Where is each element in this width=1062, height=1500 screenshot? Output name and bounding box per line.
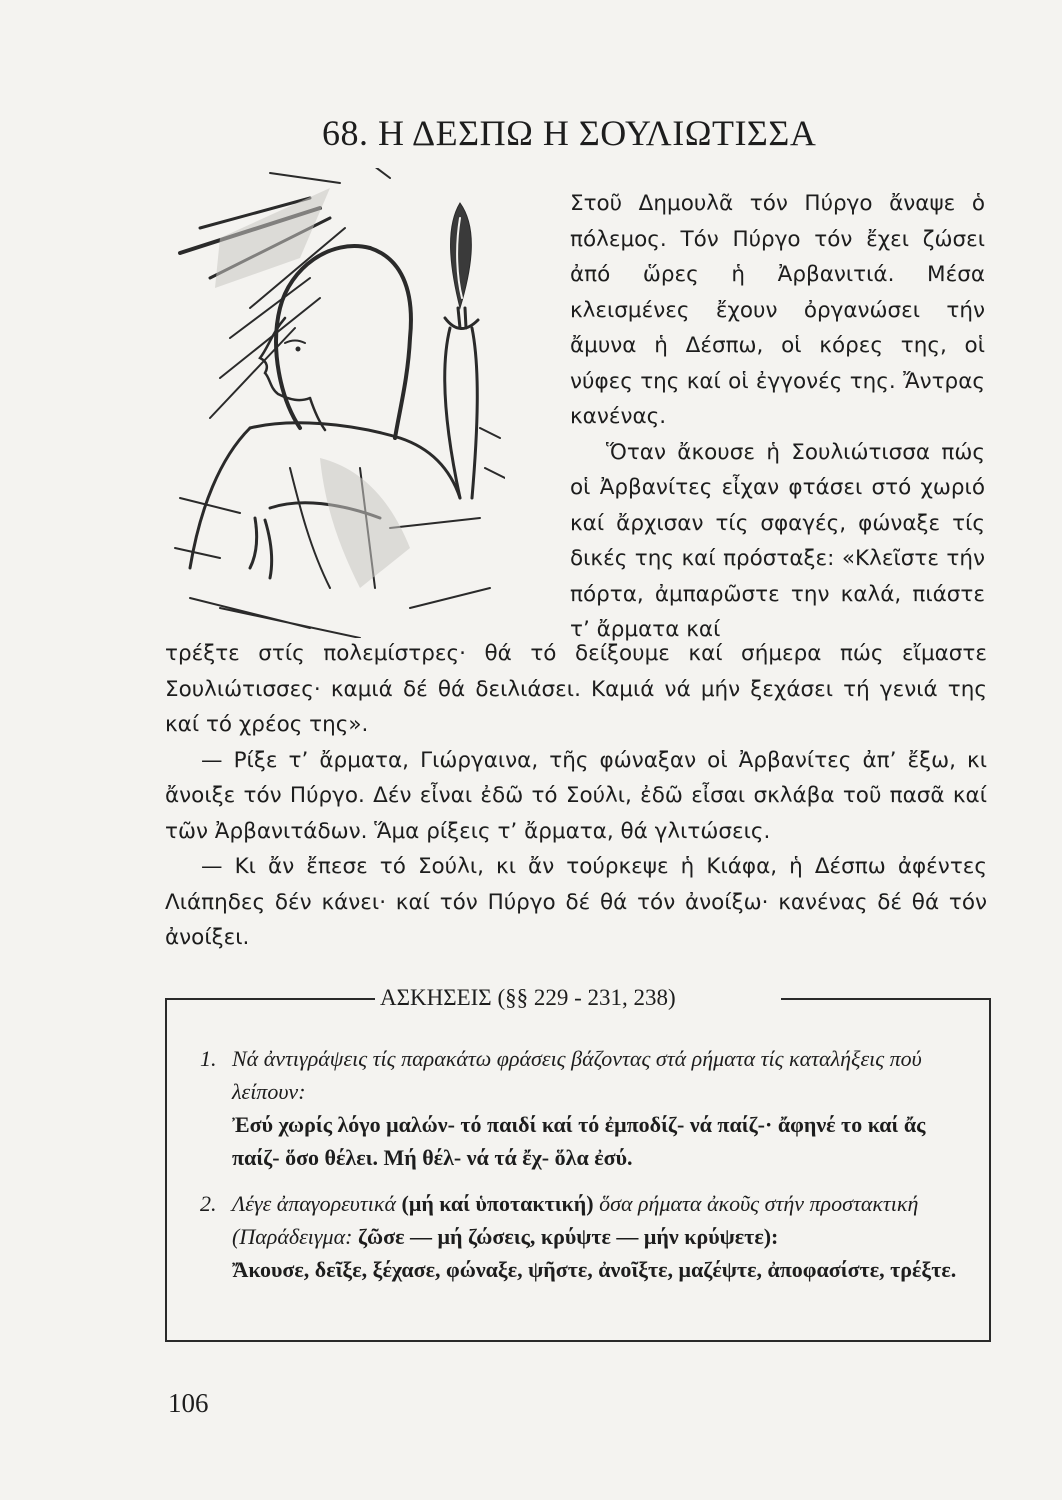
story-full-column: [165, 636, 987, 956]
story-paragraph: Στοῦ Δημουλᾶ τόν Πύργο ἄναψε ὁ πόλεμος. Τόν Πύργο τόν ἔχει ζώσει ἀπό ὥρες ἡ Ἀρβανιτιά. Μέσα κλεισμένες ἔχουν ὀργανώσει τήν ἄμυνα ἡ Δέσπω, οἱ κόρες της, οἱ νύφες της καί οἱ ἐγγονές της. Ἄντρας κανένας.: [570, 191, 985, 429]
exercise-number: 2.: [200, 1191, 217, 1216]
exercise-number: 1.: [200, 1046, 217, 1071]
box-border-left: [165, 998, 375, 1000]
exercise-item: [200, 1187, 970, 1286]
exercise-instruction: Λέγε ἀπαγορευτικά (μή καί ὑποτακτική) ὅσα ρήματα ἀκοῦς στήν προστακτική: [232, 1191, 919, 1216]
exercise-item: [200, 1042, 970, 1174]
exercise-example: (Παράδειγμα: ζῶσε — μή ζώσεις, κρύψτε — μήν κρύψετε):: [232, 1224, 779, 1249]
despo-illustration: [160, 168, 505, 638]
page-number: 106: [168, 1388, 209, 1418]
exercises-heading: ΑΣΚΗΣΕΙΣ (§§ 229 - 231, 238): [380, 985, 676, 1010]
box-border-right: [781, 998, 991, 1000]
story-right-column: [570, 186, 985, 648]
story-continuation: τρέξτε στίς πολεμίστρες· θά τό δείξουμε καί σήμερα πώς εἴμαστε Σουλιώτισσες· καμιά δέ θά δειλιάσει. Καμιά νά μήν ξεχάσει τή γενιά της καί τό χρέος της».: [165, 641, 987, 737]
page-title: 68. Η ΔΕΣΠΩ Η ΣΟΥΛΙΩΤΙΣΣΑ: [322, 113, 817, 153]
dialogue-line: — Κι ἄν ἔπεσε τό Σούλι, κι ἄν τούρκεψε ἡ Κιάφα, ἡ Δέσπω ἀφέντες Λιάπηδες δέν κάνει· καί τόν Πύργο δέ θά τόν ἀνοίξω· κανένας δέ θά τόν ἀνοίξει.: [165, 854, 987, 950]
exercise-content: Ἄκουσε, δεῖξε, ξέχασε, φώναξε, ψῆστε, ἀνοῖξτε, μαζέψτε, ἀποφασίστε, τρέξτε.: [232, 1257, 957, 1282]
exercise-content: Ἐσύ χωρίς λόγο μαλών- τό παιδί καί τό ἐμποδίζ- νά παίζ-· ἄφηνέ το καί ἄς παίζ- ὅσο θέλει. Μή θέλ- νά τά ἔχ- ὅλα ἐσύ.: [232, 1112, 926, 1170]
story-paragraph: Ὅταν ἄκουσε ἡ Σουλιώτισσα πώς οἱ Ἀρβανίτες εἶχαν φτάσει στό χωριό καί ἄρχισαν τίς σφαγές, φώναξε τίς δικές της καί πρόσταξε: «Κλεῖστε τήν πόρτα, ἀμπαρῶστε την καλά, πιάστε τ’ ἄρματα καί: [570, 439, 985, 642]
exercise-instruction: Νά ἀντιγράψεις τίς παρακάτω φράσεις βάζοντας στά ρήματα τίς καταλήξεις πού λείπουν:: [232, 1046, 922, 1104]
dialogue-line: — Ρίξε τ’ ἄρματα, Γιώργαινα, τῆς φώναξαν οἱ Ἀρβανίτες ἀπ’ ἔξω, κι ἄνοιξε τόν Πύργο. Δέν εἶναι ἐδῶ τό Σούλι, ἐδῶ εἶσαι σκλάβα τοῦ πασᾶ καί τῶν Ἀρβανιτάδων. Ἅμα ρίξεις τ’ ἄρματα, θά γλιτώσεις.: [165, 747, 987, 844]
